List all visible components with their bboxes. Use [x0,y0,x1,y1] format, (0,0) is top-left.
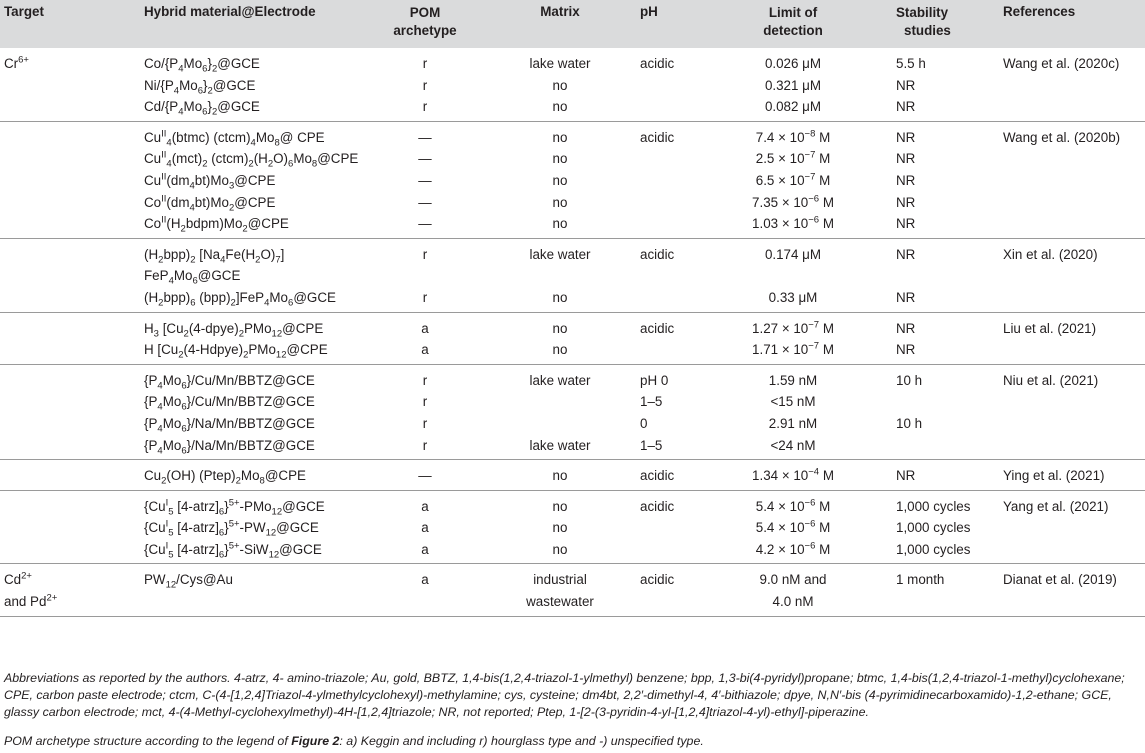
cell-pom [370,312,480,364]
cell-ph [640,490,708,564]
cell-line: r [422,246,428,262]
cell-stab [878,564,1003,616]
cell-target [0,364,116,459]
cell-line: Dianat et al. (2019) [1003,572,1117,588]
cell-matrix [480,564,640,616]
cell-line: no [552,216,568,232]
cell-line: acidic [640,468,675,484]
cell-line: NR [896,342,916,358]
cell-line [640,170,708,192]
cell-line: $Co^{II}(H_2bdpm)Mo_2@CPE$ [144,214,289,235]
cell-line: no [552,172,568,188]
cell-stab [878,364,1003,459]
cell-lod [708,564,878,616]
table-body [0,48,1145,616]
cell-line: 2.91 nM [768,415,818,431]
cell-line: $Cu^{II}_4(mct)_2$ $(ctcm)_2(H_2O)_6Mo_8@CPE$ [144,149,359,171]
cell-line: lake water [529,437,591,453]
cell-line: 1–5 [640,394,663,410]
cell-line [640,213,708,235]
cell-line: NR [896,129,916,145]
cell-refs [1003,312,1145,364]
cell-lod [708,238,878,312]
cell-line: 0.33 μM [768,289,818,305]
cell-line [370,265,480,287]
cell-pom [370,121,480,238]
cell-refs [1003,460,1145,491]
cell-line: 1,000 cycles [896,498,971,514]
cell-refs [1003,238,1145,312]
table-row [0,364,1145,459]
cell-line: 10 h [896,415,923,431]
cell-line: NR [896,320,916,336]
cell-line: no [552,289,568,305]
figure-reference: Figure 2 [291,734,340,748]
cell-line: no [552,520,568,536]
cell-line [480,413,640,435]
cell-line: <24 nM [770,437,816,453]
cell-pom [370,564,480,616]
cell-hybrid [116,121,370,238]
table-row [0,121,1145,238]
cell-line: 0.082 μM [764,99,822,115]
cell-hybrid [116,460,370,491]
cell-line: $(H_2bpp)_6$ $(bpp)_2]FeP_4Mo_6@GCE$ [144,289,336,309]
cell-matrix [480,238,640,312]
cell-line: NR [896,246,916,262]
cell-line: r [422,56,428,71]
cell-line: NR [896,77,916,93]
cell-line: 9.0 nM and [759,572,827,588]
cell-hybrid [116,312,370,364]
header-target: Target [4,4,44,19]
cell-line: wastewater [526,594,594,610]
header-stability: Stability studies [896,5,951,38]
cell-line: {$Cu^I_5$ $[4-atrz]_6\}^{5+}-PMo_{12}@GCE$ [144,497,325,518]
cell-line: $1.27 \times 10^{-7}$ M [752,319,834,336]
cell-line: no [552,498,568,514]
cell-matrix [480,312,640,364]
cell-line: Niu et al. (2021) [1003,372,1099,388]
cell-ph [640,460,708,491]
cell-target [0,121,116,238]
cell-line: NR [896,99,916,115]
cell-line: 1,000 cycles [896,520,971,536]
cell-line: $\{P_4Mo_6\}/Na/Mn/BBTZ@GCE$ [144,415,315,435]
table-row [0,48,1145,121]
cell-line: — [418,468,432,484]
cell-lod [708,364,878,459]
cell-matrix [480,490,640,564]
cell-line: $Co^{II}(dm_4bt)Mo_2@CPE$ [144,193,276,214]
cell-pom [370,48,480,121]
cell-refs [1003,364,1145,459]
cell-line [640,148,708,170]
cell-line: lake water [529,246,591,262]
cell-line: $Cu^{II}_4(btmc)$ $(ctcm)_4Mo_8@$ CPE [144,128,325,149]
cell-line: Wang et al. (2020b) [1003,129,1121,145]
cell-line [640,265,708,287]
cell-line: $1.03 \times 10^{-6}$ M [752,214,834,232]
cell-line: acidic [640,56,675,71]
cell-line: $\{P_4Mo_6\}/Cu/Mn/BBTZ@GCE$ [144,394,315,413]
cell-matrix [480,121,640,238]
cell-line: industrial [533,572,587,588]
cell-line: $FeP_4Mo_6@GCE$ [144,268,241,288]
cell-hybrid [116,238,370,312]
cell-ph [640,238,708,312]
cell-lod [708,121,878,238]
cell-hybrid [116,364,370,459]
cell-line: $Cd/\{P_4Mo_6\}_2@GCE$ [144,99,260,118]
cell-line: a [421,572,429,588]
cell-line: $4.2 \times 10^{-6}$ M [755,540,831,557]
cell-line [896,265,1003,287]
cell-line: $(H_2bpp)_2$ $[Na_4Fe(H_2O)_7]$ [144,246,285,266]
cell-refs [1003,490,1145,564]
cell-line: r [422,77,428,93]
cell-line: no [552,342,568,358]
cell-ph [640,48,708,121]
cell-matrix [480,364,640,459]
cell-hybrid [116,564,370,616]
cell-line: a [421,498,429,514]
cell-lod [708,312,878,364]
cell-line: $7.4 \times 10^{-8}$ M [755,128,831,145]
cell-line: {$Cu^I_5$ $[4-atrz]_6\}^{5+}-SiW_{12}@GCE$ [144,540,322,561]
cell-line: 0.026 μM [764,56,822,71]
cell-line: NR [896,289,916,305]
cell-line [480,265,640,287]
cell-line: 1,000 cycles [896,541,971,557]
cell-stab [878,121,1003,238]
cell-lod [708,490,878,564]
cell-line: acidic [640,129,675,145]
table-row [0,490,1145,564]
cell-target [0,564,116,616]
cell-line: no [552,129,568,145]
cell-line: NR [896,216,916,232]
cell-line: NR [896,468,916,484]
cell-line: no [552,77,568,93]
cell-line [640,517,708,539]
cell-pom [370,490,480,564]
cell-refs [1003,48,1145,121]
cell-line: $Cd^{2+}$ [4,571,32,588]
cell-stab [878,238,1003,312]
cell-ph [640,564,708,616]
footnote-abbreviations: Abbreviations as reported by the authors. 4-atrz, 4- amino-triazole; Au, gold, BBTZ, 1,4-bis(1,2,4-triazol-1-ylmethyl) benzene; bpp, 1,3-bi(4-pyridyl)propane; btmc, 1,4-bis(1,2,4-triazol-1-methyl)cyclohexane; CPE, carbon paste electrode; ctcm, C-(4-[1,2,4]Triazol-4-ylmethylcyclohexyl)-methylamine; cys, cysteine; dm4bt, 2,2′-dimethyl-4, 4′-bithiazole; dpye, N,N′-bis (4-pyrimidinecarboxamido)-1,2-ethane; GCE, glassy carbon electrode; mct, 4-(4-Methyl-cyclohexylmethyl)-4H-[1,2,4]triazole; NR, not reported; Ptep, 1-[2-(3-pyridin-4-yl-[1,2,4]triazol-4-yl)-ethyl]-piperazine. [4,671,1125,720]
cell-line: $5.4 \times 10^{-6}$ M [755,497,831,514]
table-row [0,238,1145,312]
cell-hybrid [116,48,370,121]
cell-line: no [552,99,568,115]
cell-line: $1.71 \times 10^{-7}$ M [752,340,834,358]
cell-line: $Cr^{6+}$ [4,54,29,71]
cell-line: $7.35 \times 10^{-6}$ M [752,193,834,210]
cell-lod [708,48,878,121]
table-row [0,564,1145,616]
cell-line: NR [896,151,916,167]
cell-line: — [418,129,432,145]
cell-line: a [421,541,429,557]
cell-line: $Ni/\{P_4Mo_6\}_2@GCE$ [144,77,256,97]
cell-line [640,339,708,361]
cell-line: 1 month [896,572,945,588]
cell-line: $PW_{12}/Cys@Au$ [144,572,233,592]
header-hybrid: Hybrid material@Electrode [144,4,316,19]
cell-line: Xin et al. (2020) [1003,246,1098,262]
cell-line: 0.174 μM [764,246,822,262]
cell-line: r [422,99,428,115]
cell-line: — [418,151,432,167]
cell-line: $5.4 \times 10^{-6}$ M [755,518,831,536]
cell-line [640,192,708,214]
cell-line: and $Pd^{2+}$ [4,592,58,610]
cell-line: NR [896,194,916,210]
cell-line: 1.59 nM [768,372,818,388]
cell-stab [878,48,1003,121]
cell-line: r [422,289,428,305]
cell-line [640,75,708,97]
cell-line: acidic [640,498,675,514]
cell-line: 4.0 nM [772,594,814,610]
cell-line: $Cu_2(OH)$ $(Ptep)_2Mo_8@CPE$ [144,468,306,487]
cell-line: 0 [640,415,648,431]
cell-matrix [480,48,640,121]
cell-line: no [552,194,568,210]
cell-matrix [480,460,640,491]
cell-target [0,460,116,491]
cell-line: $Cu^{II}(dm_4bt)Mo_3@CPE$ [144,171,276,192]
cell-stab [878,460,1003,491]
cell-line: $6.5 \times 10^{-7}$ M [755,171,831,188]
cell-ph [640,312,708,364]
cell-line: Wang et al. (2020c) [1003,56,1120,71]
cell-line: NR [896,172,916,188]
cell-pom [370,238,480,312]
cell-stab [878,490,1003,564]
table-row [0,460,1145,491]
cell-line: {$Cu^I_5$ $[4-atrz]_6\}^{5+}-PW_{12}@GCE$ [144,518,319,539]
header-ph: pH [640,4,658,19]
cell-line: no [552,151,568,167]
table-row [0,312,1145,364]
header-row [0,0,1145,48]
cell-target [0,312,116,364]
cell-line: no [552,320,568,336]
cell-line: a [421,342,429,358]
cell-stab [878,312,1003,364]
cell-line: <15 nM [770,394,816,410]
cell-line [640,539,708,561]
cell-line: acidic [640,320,675,336]
cell-line: — [418,194,432,210]
cell-line: $H_3$ [$Cu_2(4-dpye)_2PMo_{12}@CPE$ [144,320,324,340]
cell-line: Ying et al. (2021) [1003,468,1105,484]
cell-hybrid [116,490,370,564]
cell-line: $1.34 \times 10^{-4}$ M [752,466,834,484]
cell-target [0,48,116,121]
cell-line: $\{P_4Mo_6\}/Na/Mn/BBTZ@GCE$ [144,437,315,457]
cell-line [640,96,708,118]
cell-line: Yang et al. (2021) [1003,498,1109,514]
cell-line [480,391,640,413]
cell-line: r [422,437,428,453]
cell-target [0,490,116,564]
cell-line: acidic [640,572,675,588]
cell-line: no [552,541,568,557]
cell-line: 1–5 [640,437,663,453]
header-references: References [1003,4,1076,19]
cell-line [896,435,1003,457]
header-matrix: Matrix [540,4,580,19]
cell-line: acidic [640,246,675,262]
cell-line: — [418,216,432,232]
cell-refs [1003,564,1145,616]
cell-line [640,287,708,309]
header-lod: Limit of detection [763,5,823,38]
cell-line: lake water [529,56,591,71]
footnote-legend: POM archetype structure according to the legend of Figure 2: a) Keggin and including r) hourglass type and -) unspecified type. [4,734,704,748]
cell-line: H [$Cu_2(4-Hdpye)_2PMo_{12}@CPE$ [144,342,328,361]
cell-line: r [422,415,428,431]
cell-line: — [418,172,432,188]
cell-line: Liu et al. (2021) [1003,320,1097,336]
cell-line: a [421,320,429,336]
cell-line: $2.5 \times 10^{-7}$ M [755,149,831,167]
cell-ph [640,364,708,459]
cell-line [896,391,1003,413]
cell-ph [640,121,708,238]
cell-pom [370,460,480,491]
cell-line: pH 0 [640,372,669,388]
cell-pom [370,364,480,459]
cell-lod [708,460,878,491]
header-pom: POM archetype [393,5,457,38]
cell-line [708,265,878,287]
cell-target [0,238,116,312]
cell-line: no [552,468,568,484]
cell-line: 5.5 h [896,56,926,71]
cell-line: r [422,394,428,410]
cell-line: $Co/\{P_4Mo_6\}_2@GCE$ [144,56,260,75]
cell-line: r [422,372,428,388]
cell-line: lake water [529,372,591,388]
cell-line: $\{P_4Mo_6\}/Cu/Mn/BBTZ@GCE$ [144,372,315,392]
cell-line: 10 h [896,372,923,388]
cell-line: a [421,520,429,536]
cell-refs [1003,121,1145,238]
cell-line: 0.321 μM [764,77,822,93]
